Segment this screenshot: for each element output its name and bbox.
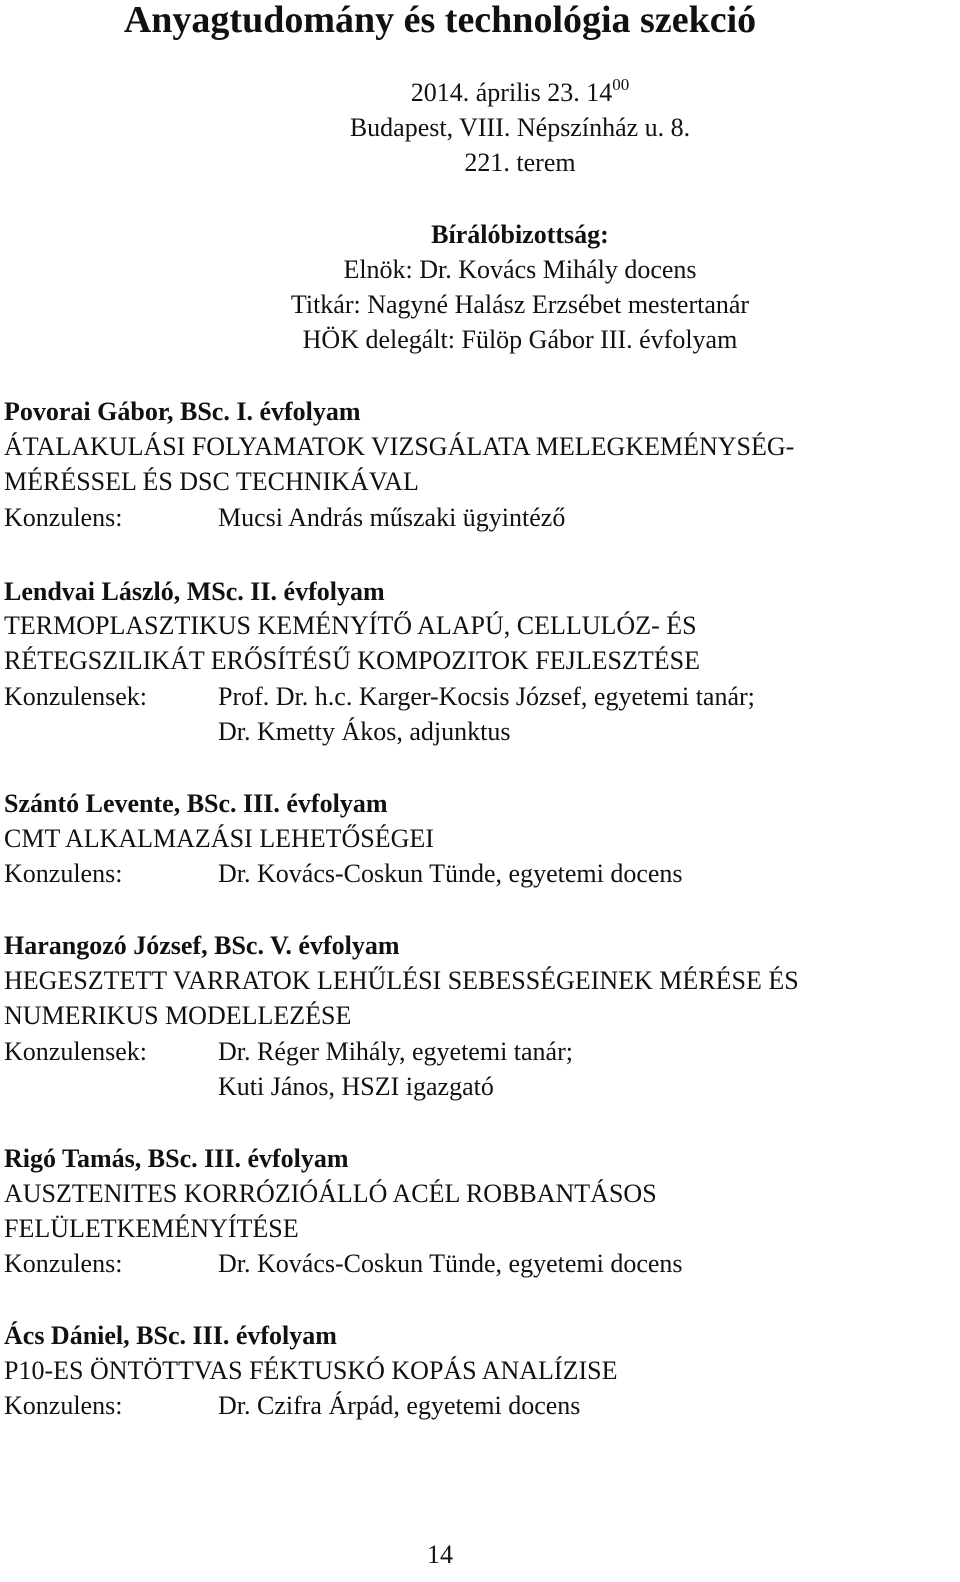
presentation-title-line: AUSZTENITES KORRÓZIÓÁLLÓ ACÉL ROBBANTÁSOS	[4, 1179, 657, 1208]
consultant-row	[4, 1249, 683, 1279]
presentation-title-line: ÁTALAKULÁSI FOLYAMATOK VIZSGÁLATA MELEGKEMÉNYSÉG-	[4, 432, 795, 461]
consultant-row	[4, 1037, 573, 1067]
consultant-name: Dr. Kovács-Coskun Tünde, egyetemi docens	[218, 1249, 683, 1278]
presentation-author: Szántó Levente, BSc. III. évfolyam	[4, 789, 388, 818]
presentation-author: Ács Dániel, BSc. III. évfolyam	[4, 1321, 337, 1350]
committee-chair: Elnök: Dr. Kovács Mihály docens	[343, 255, 697, 284]
consultant-label: Konzulens:	[4, 1249, 123, 1278]
session-room: 221. terem	[464, 148, 576, 177]
consultant-name: Dr. Réger Mihály, egyetemi tanár;	[218, 1037, 573, 1066]
consultant-name: Dr. Kmetty Ákos, adjunktus	[218, 717, 511, 746]
consultant-label: Konzulens:	[4, 503, 123, 532]
presentation-title-line: RÉTEGSZILIKÁT ERŐSÍTÉSŰ KOMPOZITOK FEJLESZTÉSE	[4, 646, 700, 675]
section-title: Anyagtudomány és technológia szekció	[123, 0, 757, 41]
consultant-row	[4, 682, 755, 712]
consultant-label: Konzulensek:	[4, 682, 147, 711]
consultant-row	[4, 503, 565, 533]
presentation-title-line: TERMOPLASZTIKUS KEMÉNYÍTŐ ALAPÚ, CELLULÓZ- ÉS	[4, 611, 697, 640]
presentation-title-line: FELÜLETKEMÉNYÍTÉSE	[4, 1214, 299, 1243]
session-date	[0, 75, 960, 108]
page-number: 14	[427, 1540, 453, 1569]
presentation-title-line: P10-ES ÖNTÖTTVAS FÉKTUSKÓ KOPÁS ANALÍZISE	[4, 1356, 618, 1385]
consultant-name: Prof. Dr. h.c. Karger-Kocsis József, egyetemi tanár;	[218, 682, 755, 711]
consultant-name: Mucsi András műszaki ügyintéző	[218, 503, 566, 532]
consultant-name: Dr. Kovács-Coskun Tünde, egyetemi docens	[218, 859, 683, 888]
consultant-row	[4, 859, 683, 889]
consultant-name: Dr. Czifra Árpád, egyetemi docens	[218, 1391, 581, 1420]
presentation-title-line: NUMERIKUS MODELLEZÉSE	[4, 1001, 352, 1030]
presentation-title-line: MÉRÉSSEL ÉS DSC TECHNIKÁVAL	[4, 467, 419, 496]
consultant-label: Konzulens:	[4, 859, 123, 888]
session-address: Budapest, VIII. Népszínház u. 8.	[349, 113, 691, 142]
presentation-author: Povorai Gábor, BSc. I. évfolyam	[4, 397, 361, 426]
committee-secretary: Titkár: Nagyné Halász Erzsébet mestertanár	[290, 290, 750, 319]
committee-delegate: HÖK delegált: Fülöp Gábor III. évfolyam	[302, 325, 738, 354]
consultant-label: Konzulens:	[4, 1391, 123, 1420]
presentation-author: Rigó Tamás, BSc. III. évfolyam	[4, 1144, 349, 1173]
consultant-label: Konzulensek:	[4, 1037, 147, 1066]
presentation-title-line: CMT ALKALMAZÁSI LEHETŐSÉGEI	[4, 824, 434, 853]
presentation-author: Lendvai László, MSc. II. évfolyam	[4, 577, 385, 606]
committee-heading: Bírálóbizottság:	[431, 220, 609, 249]
consultant-name: Kuti János, HSZI igazgató	[218, 1072, 494, 1101]
date-text: 2014. április 23. 14	[410, 78, 613, 107]
consultant-row	[4, 1391, 580, 1421]
time-superscript: 00	[612, 75, 630, 94]
presentation-author: Harangozó József, BSc. V. évfolyam	[4, 931, 400, 960]
presentation-title-line: HEGESZTETT VARRATOK LEHŰLÉSI SEBESSÉGEINEK MÉRÉSE ÉS	[4, 966, 799, 995]
